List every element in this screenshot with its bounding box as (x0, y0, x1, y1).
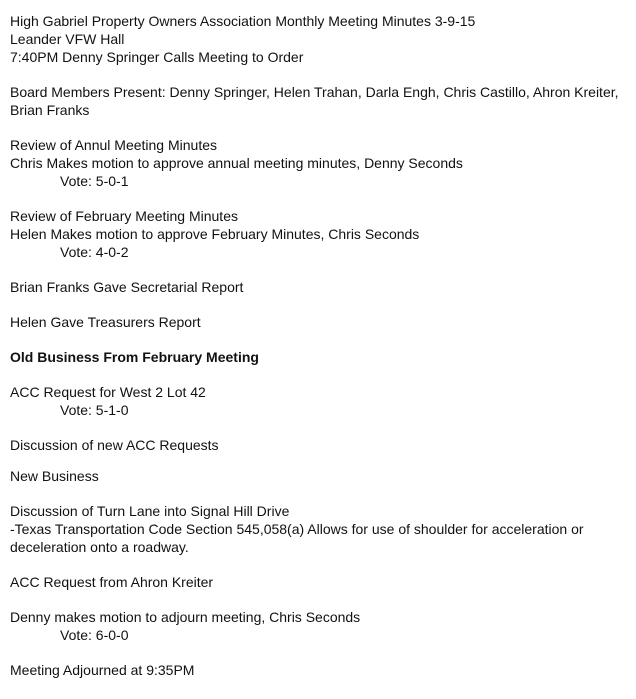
treasurer-report: Helen Gave Treasurers Report (10, 314, 201, 330)
new-business-heading: New Business (10, 468, 99, 484)
spacer (10, 296, 630, 313)
old-business-acc-request: ACC Request for West 2 Lot 42 (10, 384, 206, 400)
february-review-heading: Review of February Meeting Minutes (10, 208, 238, 224)
spacer (10, 644, 630, 661)
annual-review-vote: Vote: 5-0-1 (60, 173, 129, 189)
spacer (10, 591, 630, 608)
meeting-minutes-document (10, 12, 630, 679)
old-business-vote: Vote: 5-1-0 (60, 402, 129, 418)
annual-review-heading: Review of Annul Meeting Minutes (10, 137, 217, 153)
spacer (10, 366, 630, 383)
february-review-vote: Vote: 4-0-2 (60, 244, 129, 260)
board-members-present: Board Members Present: Denny Springer, Helen Trahan, Darla Engh, Chris Castillo, Ahron Kreiter, Brian Franks (10, 84, 619, 118)
meeting-adjourned: Meeting Adjourned at 9:35PM (10, 662, 195, 678)
spacer (10, 419, 630, 436)
spacer (10, 190, 630, 207)
turn-lane-discussion: Discussion of Turn Lane into Signal Hill Drive (10, 503, 290, 519)
new-acc-requests-discussion: Discussion of new ACC Requests (10, 437, 219, 453)
spacer (10, 119, 630, 136)
new-business-acc-request: ACC Request from Ahron Kreiter (10, 574, 214, 590)
spacer (10, 66, 630, 83)
annual-review-motion: Chris Makes motion to approve annual meeting minutes, Denny Seconds (10, 155, 463, 171)
old-business-heading: Old Business From February Meeting (10, 349, 259, 365)
february-review-motion: Helen Makes motion to approve February Minutes, Chris Seconds (10, 226, 420, 242)
spacer (10, 556, 630, 573)
spacer (10, 485, 630, 502)
spacer (10, 261, 630, 278)
meeting-location: Leander VFW Hall (10, 31, 125, 47)
transportation-code-note: -Texas Transportation Code Section 545,058(a) Allows for use of shoulder for acceleration or deceleration onto a roadway. (10, 521, 584, 555)
adjourn-vote: Vote: 6-0-0 (60, 627, 129, 643)
document-title: High Gabriel Property Owners Association Monthly Meeting Minutes 3-9-15 (10, 13, 476, 29)
spacer (10, 454, 630, 467)
adjourn-motion: Denny makes motion to adjourn meeting, Chris Seconds (10, 609, 361, 625)
secretarial-report: Brian Franks Gave Secretarial Report (10, 279, 244, 295)
call-to-order: 7:40PM Denny Springer Calls Meeting to Order (10, 49, 304, 65)
spacer (10, 331, 630, 348)
